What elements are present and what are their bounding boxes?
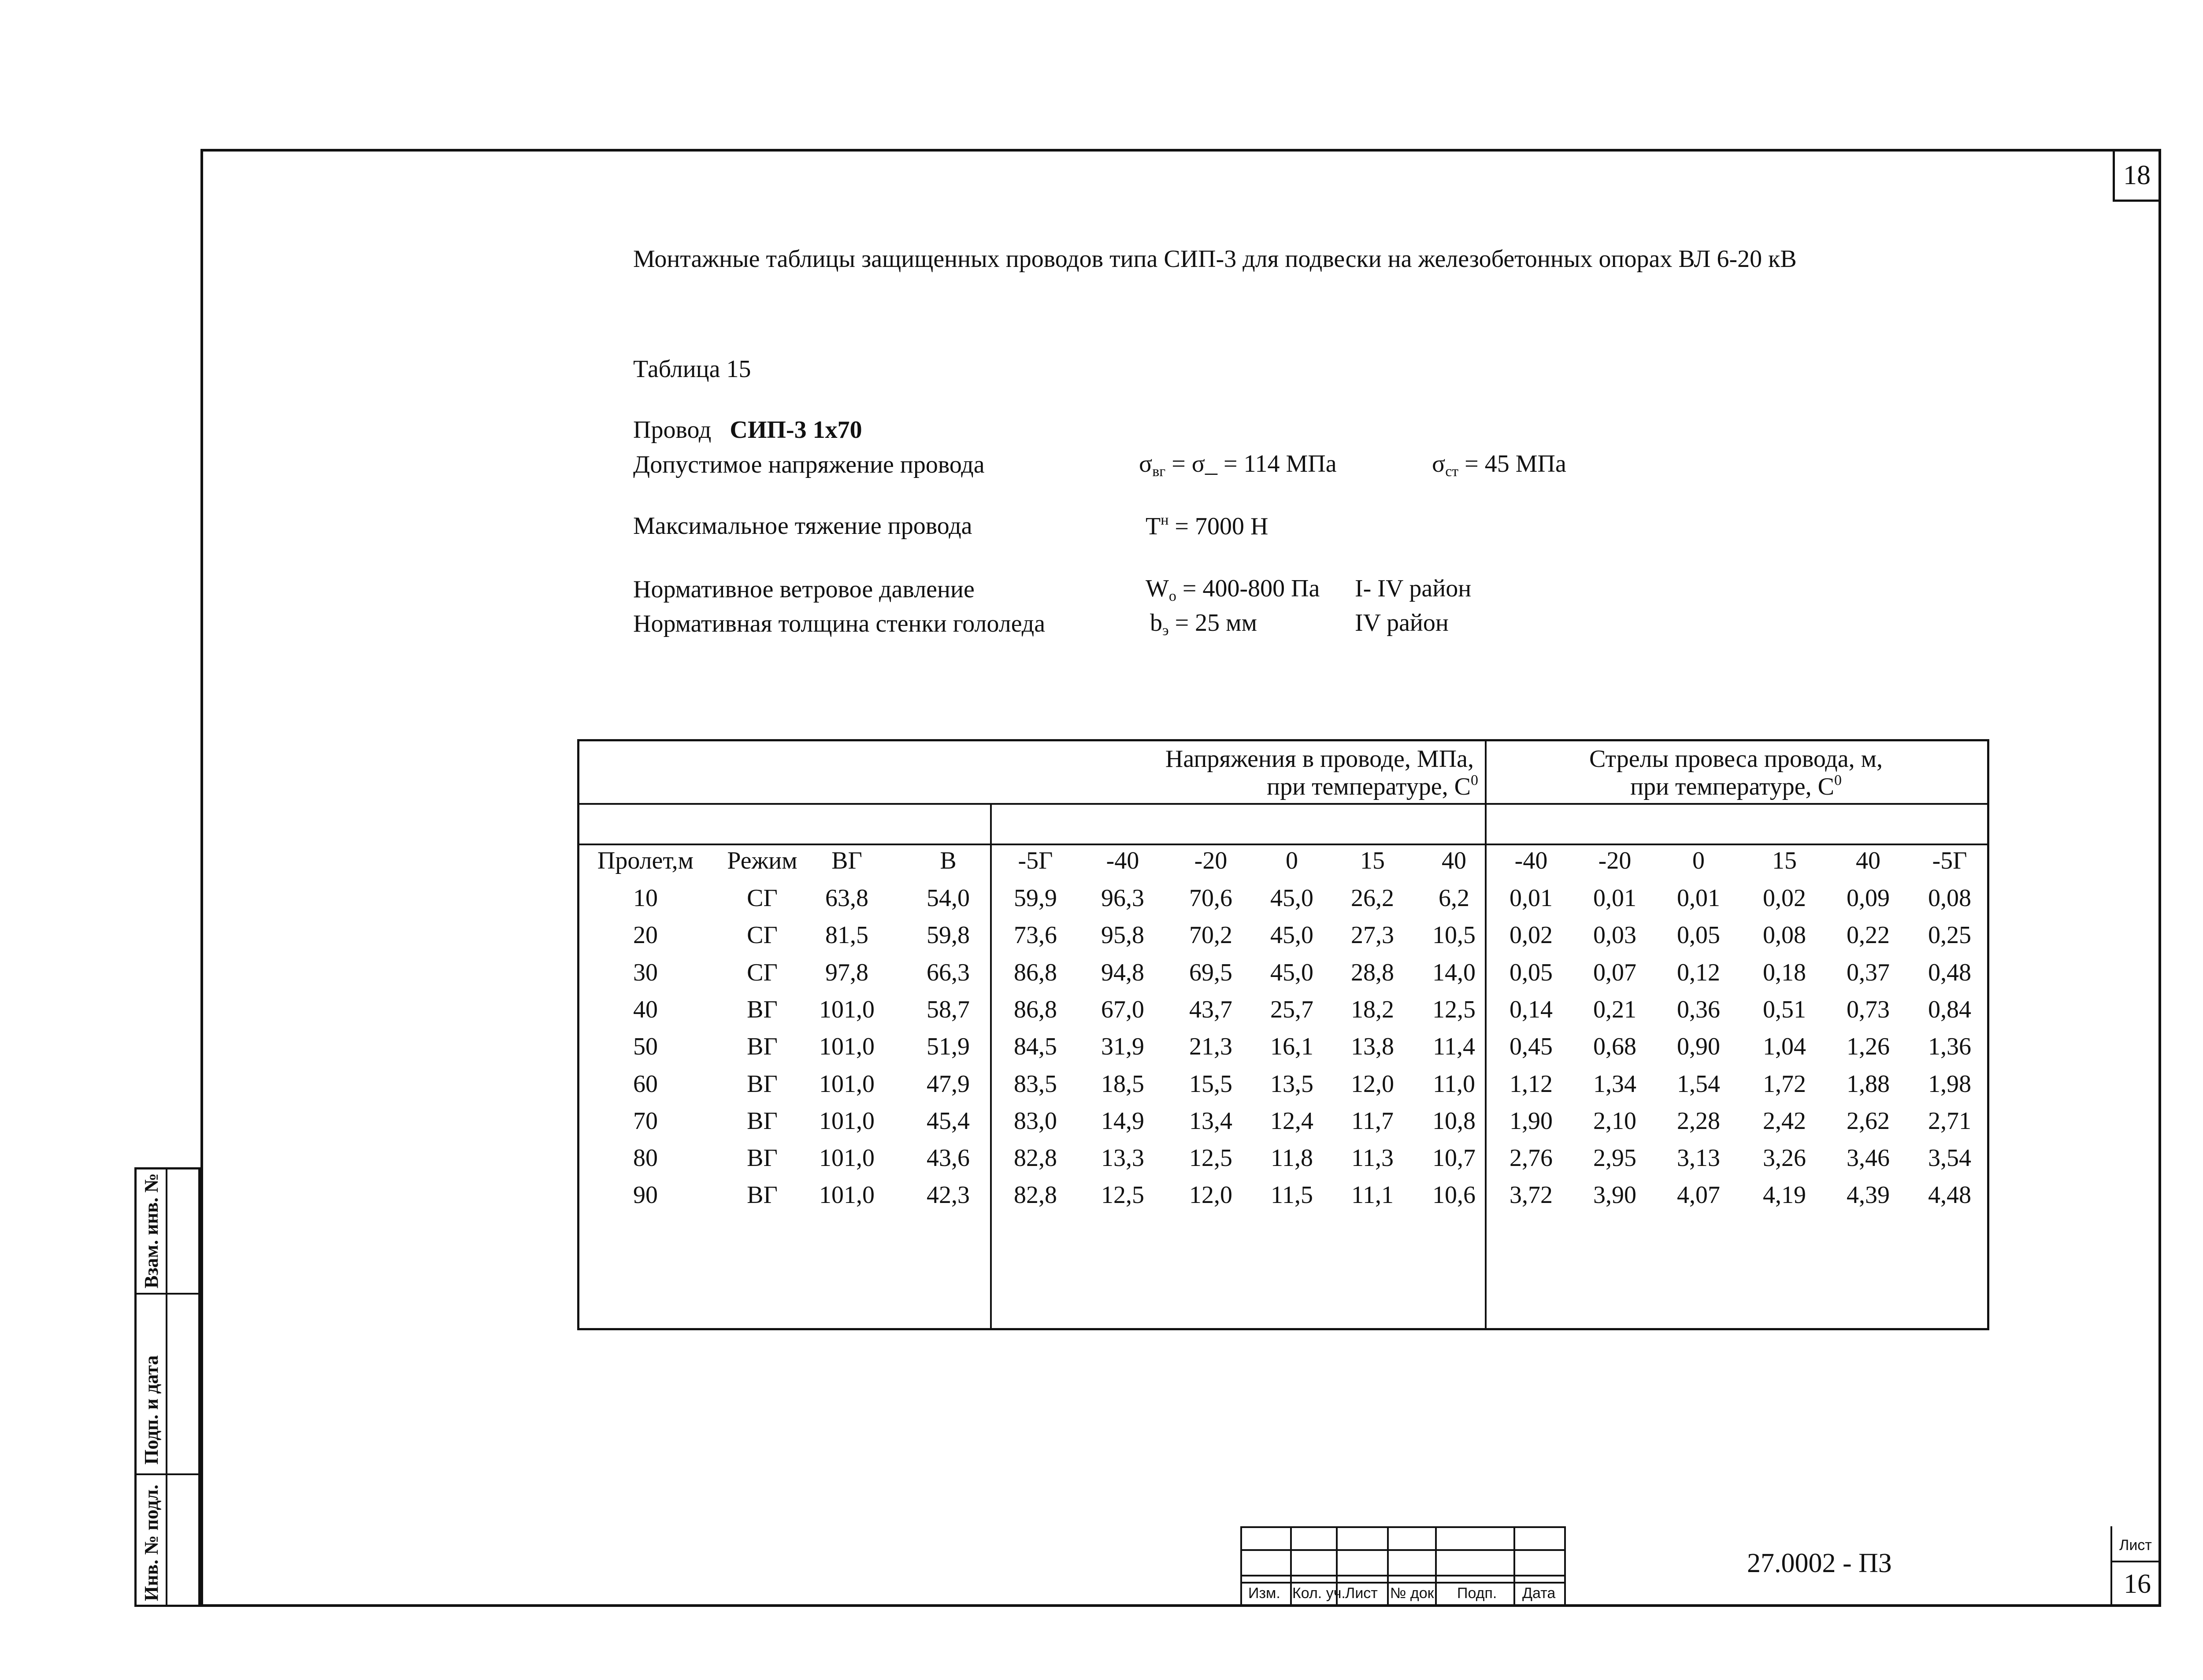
table-cell: 2,76 bbox=[1509, 1144, 1553, 1172]
table-cell: 11,5 bbox=[1271, 1181, 1313, 1209]
table-cell: 51,9 bbox=[927, 1033, 970, 1060]
table-cell: СГ bbox=[747, 884, 778, 912]
table-cell: 2,62 bbox=[1847, 1107, 1890, 1135]
table-cell: 81,5 bbox=[825, 921, 868, 949]
column-header: 15 bbox=[1772, 847, 1797, 874]
table-cell: 2,10 bbox=[1593, 1107, 1636, 1135]
table-cell: 30 bbox=[633, 959, 658, 986]
stamp-divider-2 bbox=[137, 1473, 198, 1475]
sigma-vg-sub: вг bbox=[1152, 463, 1166, 480]
table-cell: 10,7 bbox=[1432, 1144, 1476, 1172]
column-header: -20 bbox=[1598, 847, 1632, 874]
column-header: -5Г bbox=[1018, 847, 1053, 874]
column-header: -5Г bbox=[1932, 847, 1967, 874]
table-cell: 0,08 bbox=[1763, 921, 1806, 949]
table-cell: 11,4 bbox=[1433, 1033, 1475, 1060]
table-cell: 0,05 bbox=[1509, 959, 1553, 986]
table-cell: 86,8 bbox=[1014, 996, 1057, 1023]
table-cell: СГ bbox=[747, 959, 778, 986]
table-cell: 12,0 bbox=[1351, 1070, 1394, 1098]
group-stress-line2-text: при температуре, С bbox=[1267, 773, 1471, 800]
tb-sheet-divider bbox=[2110, 1561, 2161, 1562]
table-cell: 12,5 bbox=[1101, 1181, 1144, 1209]
stamp-divider-1 bbox=[137, 1293, 198, 1295]
table-cell: 0,18 bbox=[1763, 959, 1806, 986]
table-cell: 11,8 bbox=[1271, 1144, 1313, 1172]
divider-stress-start bbox=[990, 803, 992, 1330]
table-cell: 13,8 bbox=[1351, 1033, 1394, 1060]
wind-sub: o bbox=[1168, 588, 1176, 604]
wind-value bbox=[1146, 576, 1320, 604]
table-cell: 0,09 bbox=[1847, 884, 1890, 912]
table-cell: 83,0 bbox=[1014, 1107, 1057, 1135]
table-cell: 82,8 bbox=[1014, 1144, 1057, 1172]
tb-line-2 bbox=[1240, 1549, 1564, 1551]
column-header: В bbox=[940, 847, 957, 874]
max-tension-rest: = 7000 Н bbox=[1168, 513, 1268, 540]
table-cell: 0,45 bbox=[1509, 1033, 1553, 1060]
table-cell: 1,26 bbox=[1847, 1033, 1890, 1060]
table-cell: 6,2 bbox=[1439, 884, 1469, 912]
group-sag-line2-text: при температуре, С bbox=[1630, 773, 1834, 800]
table-cell: 27,3 bbox=[1351, 921, 1394, 949]
table-cell: 0,84 bbox=[1928, 996, 1971, 1023]
table-cell: 0,12 bbox=[1677, 959, 1720, 986]
page-number-top: 18 bbox=[2113, 149, 2161, 202]
tb-col-7 bbox=[2110, 1526, 2112, 1607]
table-cell: 0,14 bbox=[1509, 996, 1553, 1023]
table-cell: 16,1 bbox=[1270, 1033, 1313, 1060]
table-cell: 18,5 bbox=[1101, 1070, 1144, 1098]
table-cell: 0,01 bbox=[1593, 884, 1636, 912]
table-cell: 1,88 bbox=[1847, 1070, 1890, 1098]
table-cell: 11,0 bbox=[1433, 1070, 1475, 1098]
group-sag-sup: 0 bbox=[1834, 772, 1842, 788]
table-cell: 0,48 bbox=[1928, 959, 1971, 986]
table-cell: 67,0 bbox=[1101, 996, 1144, 1023]
table-cell: ВГ bbox=[747, 1107, 778, 1135]
table-cell: ВГ bbox=[747, 1033, 778, 1060]
group-stress-sup: 0 bbox=[1471, 772, 1478, 788]
table-cell: 0,01 bbox=[1677, 884, 1720, 912]
column-header-divider bbox=[579, 844, 1987, 845]
table-cell: 10,6 bbox=[1432, 1181, 1476, 1209]
tb-col-izm: Изм. bbox=[1248, 1585, 1280, 1602]
table-cell: 0,36 bbox=[1677, 996, 1720, 1023]
column-header: -20 bbox=[1194, 847, 1228, 874]
column-header: 0 bbox=[1692, 847, 1705, 874]
table-cell: 1,72 bbox=[1763, 1070, 1806, 1098]
column-header: 15 bbox=[1360, 847, 1385, 874]
table-cell: 20 bbox=[633, 921, 658, 949]
table-cell: 11,7 bbox=[1351, 1107, 1394, 1135]
table-cell: 63,8 bbox=[825, 884, 868, 912]
tb-col-sign: Подп. bbox=[1457, 1585, 1497, 1602]
table-cell: 1,12 bbox=[1509, 1070, 1553, 1098]
sigma-vg-value: = σ_ = 114 МПа bbox=[1172, 450, 1337, 477]
table-cell: 80 bbox=[633, 1144, 658, 1172]
table-cell: 60 bbox=[633, 1070, 658, 1098]
table-cell: 101,0 bbox=[819, 1033, 875, 1060]
table-cell: 18,2 bbox=[1351, 996, 1394, 1023]
table-cell: 0,03 bbox=[1593, 921, 1636, 949]
allowable-stress-label: Допустимое напряжение провода bbox=[633, 451, 985, 478]
table-cell: 70 bbox=[633, 1107, 658, 1135]
table-label: Таблица 15 bbox=[633, 355, 751, 383]
table-cell: 101,0 bbox=[819, 1144, 875, 1172]
document-heading: Монтажные таблицы защищенных проводов типа СИП-3 для подвески на железобетонных опорах ВЛ 6-20 кВ bbox=[633, 245, 1797, 273]
group-sag-line2 bbox=[1485, 773, 1987, 799]
table-cell: 4,39 bbox=[1847, 1181, 1890, 1209]
column-header: 40 bbox=[1442, 847, 1466, 874]
table-cell: 13,3 bbox=[1101, 1144, 1144, 1172]
column-header: ВГ bbox=[831, 847, 862, 874]
tb-col-date: Дата bbox=[1522, 1585, 1556, 1602]
table-cell: 95,8 bbox=[1101, 921, 1144, 949]
wind-rest: = 400-800 Па bbox=[1176, 575, 1320, 602]
table-cell: 0,02 bbox=[1509, 921, 1553, 949]
table-cell: 1,04 bbox=[1763, 1033, 1806, 1060]
allowable-stress-value: $\sigma_{вг}$ = σ_ = 114 МПа bbox=[1139, 450, 1337, 480]
table-cell: ВГ bbox=[747, 1144, 778, 1172]
stamp-replace-inv: Взам. инв. № bbox=[141, 1173, 162, 1288]
table-cell: 12,5 bbox=[1189, 1144, 1232, 1172]
table-cell: 0,01 bbox=[1509, 884, 1553, 912]
table-cell: 69,5 bbox=[1189, 959, 1232, 986]
table-cell: 66,3 bbox=[927, 959, 970, 986]
table-cell: 12,4 bbox=[1270, 1107, 1313, 1135]
column-header: -40 bbox=[1514, 847, 1548, 874]
tb-col-0 bbox=[1240, 1526, 1242, 1607]
table-cell: 94,8 bbox=[1101, 959, 1144, 986]
table-cell: 84,5 bbox=[1014, 1033, 1057, 1060]
tb-line-3 bbox=[1240, 1575, 1564, 1576]
table-cell: 96,3 bbox=[1101, 884, 1144, 912]
wire-value: СИП-3 1х70 bbox=[730, 416, 862, 444]
table-cell: 2,42 bbox=[1763, 1107, 1806, 1135]
table-cell: 101,0 bbox=[819, 1070, 875, 1098]
table-cell: ВГ bbox=[747, 1070, 778, 1098]
table-cell: 82,8 bbox=[1014, 1181, 1057, 1209]
wire-line bbox=[633, 418, 862, 442]
ice-symbol: b bbox=[1150, 609, 1162, 636]
table-cell: 3,13 bbox=[1677, 1144, 1720, 1172]
table-cell: 0,37 bbox=[1847, 959, 1890, 986]
tb-col-6 bbox=[1564, 1526, 1566, 1607]
wind-label: Нормативное ветровое давление bbox=[633, 576, 975, 603]
table-cell: 45,0 bbox=[1270, 884, 1313, 912]
table-cell: 14,0 bbox=[1432, 959, 1476, 986]
table-cell: 0,25 bbox=[1928, 921, 1971, 949]
wire-label: Провод bbox=[633, 416, 712, 444]
group-sag-line1: Стрелы провеса провода, м, bbox=[1589, 745, 1883, 773]
table-cell: 13,5 bbox=[1270, 1070, 1313, 1098]
table-cell: 97,8 bbox=[825, 959, 868, 986]
tb-col-kol: Кол. уч. bbox=[1292, 1585, 1346, 1602]
table-cell: 40 bbox=[633, 996, 658, 1023]
table-cell: 70,6 bbox=[1189, 884, 1232, 912]
table-cell: СГ bbox=[747, 921, 778, 949]
table-cell: 45,0 bbox=[1270, 921, 1313, 949]
table-cell: 58,7 bbox=[927, 996, 970, 1023]
table-cell: 1,34 bbox=[1593, 1070, 1636, 1098]
table-cell: 0,08 bbox=[1928, 884, 1971, 912]
table-cell: 1,36 bbox=[1928, 1033, 1971, 1060]
tb-top-line bbox=[1240, 1526, 1564, 1528]
table-cell: 2,71 bbox=[1928, 1107, 1971, 1135]
table-cell: 42,3 bbox=[927, 1181, 970, 1209]
margin-stamp bbox=[134, 1167, 200, 1607]
column-header: Режим bbox=[727, 847, 797, 874]
table-cell: 4,07 bbox=[1677, 1181, 1720, 1209]
table-cell: 15,5 bbox=[1189, 1070, 1232, 1098]
tb-col-5 bbox=[1513, 1526, 1515, 1607]
table-cell: 31,9 bbox=[1101, 1033, 1144, 1060]
table-cell: 21,3 bbox=[1189, 1033, 1232, 1060]
table-cell: 25,7 bbox=[1270, 996, 1313, 1023]
tb-col-doc: № док. bbox=[1390, 1585, 1438, 1602]
group-stress-line2 bbox=[1267, 773, 1478, 799]
table-cell: 0,73 bbox=[1847, 996, 1890, 1023]
table-cell: ВГ bbox=[747, 996, 778, 1023]
ice-label: Нормативная толщина стенки гололеда bbox=[633, 610, 1046, 637]
table-cell: 0,51 bbox=[1763, 996, 1806, 1023]
table-cell: 59,8 bbox=[927, 921, 970, 949]
tb-col-3 bbox=[1387, 1526, 1389, 1607]
tb-line-4 bbox=[1240, 1582, 1564, 1584]
table-cell: 101,0 bbox=[819, 1181, 875, 1209]
max-tension-value bbox=[1146, 513, 1268, 539]
table-cell: 3,54 bbox=[1928, 1144, 1971, 1172]
table-cell: 4,48 bbox=[1928, 1181, 1971, 1209]
column-header: -40 bbox=[1106, 847, 1139, 874]
table-cell: 90 bbox=[633, 1181, 658, 1209]
table-cell: 10,8 bbox=[1432, 1107, 1476, 1135]
max-tension-sup: н bbox=[1161, 512, 1169, 528]
table-cell: 0,90 bbox=[1677, 1033, 1720, 1060]
ice-rest: = 25 мм bbox=[1168, 609, 1257, 636]
table-cell: 1,90 bbox=[1509, 1107, 1553, 1135]
table-cell: 4,19 bbox=[1763, 1181, 1806, 1209]
table-cell: 59,9 bbox=[1014, 884, 1057, 912]
table-cell: 28,8 bbox=[1351, 959, 1394, 986]
column-header: 40 bbox=[1856, 847, 1880, 874]
table-cell: 0,02 bbox=[1763, 884, 1806, 912]
table-cell: 0,68 bbox=[1593, 1033, 1636, 1060]
table-cell: 13,4 bbox=[1189, 1107, 1232, 1135]
wind-region: I- IV район bbox=[1355, 575, 1472, 602]
table-cell: 47,9 bbox=[927, 1070, 970, 1098]
max-tension-symbol: Т bbox=[1146, 513, 1161, 540]
table-cell: 11,3 bbox=[1351, 1144, 1394, 1172]
table-cell: 70,2 bbox=[1189, 921, 1232, 949]
table-cell: 0,07 bbox=[1593, 959, 1636, 986]
column-header: 0 bbox=[1286, 847, 1298, 874]
group-header-divider bbox=[579, 803, 1987, 805]
table-cell: 43,6 bbox=[927, 1144, 970, 1172]
table-cell: 1,54 bbox=[1677, 1070, 1720, 1098]
table-cell: 3,90 bbox=[1593, 1181, 1636, 1209]
table-cell: 2,95 bbox=[1593, 1144, 1636, 1172]
table-cell: ВГ bbox=[747, 1181, 778, 1209]
mounting-table bbox=[577, 739, 1989, 1330]
table-cell: 45,0 bbox=[1270, 959, 1313, 986]
table-cell: 26,2 bbox=[1351, 884, 1394, 912]
tb-col-list: Лист bbox=[1345, 1585, 1378, 1602]
table-cell: 86,8 bbox=[1014, 959, 1057, 986]
table-cell: 2,28 bbox=[1677, 1107, 1720, 1135]
table-cell: 12,0 bbox=[1189, 1181, 1232, 1209]
table-cell: 54,0 bbox=[927, 884, 970, 912]
table-cell: 50 bbox=[633, 1033, 658, 1060]
tb-sheet-number: 16 bbox=[2124, 1569, 2151, 1599]
ice-value bbox=[1150, 611, 1257, 638]
table-cell: 0,21 bbox=[1593, 996, 1636, 1023]
tb-sheet-label: Лист bbox=[2119, 1537, 2152, 1554]
sigma-st-sub: ст bbox=[1445, 463, 1459, 480]
table-cell: 11,1 bbox=[1351, 1181, 1394, 1209]
table-cell: 14,9 bbox=[1101, 1107, 1144, 1135]
table-cell: 10,5 bbox=[1432, 921, 1476, 949]
table-cell: 83,5 bbox=[1014, 1070, 1057, 1098]
table-cell: 45,4 bbox=[927, 1107, 970, 1135]
table-cell: 0,22 bbox=[1847, 921, 1890, 949]
column-header: Пролет,м bbox=[597, 847, 694, 874]
stamp-sign-date: Подп. и дата bbox=[141, 1355, 162, 1465]
table-cell: 3,46 bbox=[1847, 1144, 1890, 1172]
sigma-st-text: = 45 МПа bbox=[1465, 450, 1566, 477]
table-cell: 3,26 bbox=[1763, 1144, 1806, 1172]
table-cell: 0,05 bbox=[1677, 921, 1720, 949]
table-cell: 101,0 bbox=[819, 1107, 875, 1135]
tb-doc-code: 27.0002 - ПЗ bbox=[1747, 1548, 1892, 1578]
table-cell: 3,72 bbox=[1509, 1181, 1553, 1209]
ice-region: IV район bbox=[1355, 609, 1449, 636]
max-tension-label: Максимальное тяжение провода bbox=[633, 512, 972, 540]
table-cell: 1,98 bbox=[1928, 1070, 1971, 1098]
title-block bbox=[1240, 1526, 2161, 1607]
group-stress-line1: Напряжения в проводе, МПа, bbox=[1165, 745, 1474, 773]
sigma-st-value: $\sigma_{ст} = 45$ МПа bbox=[1432, 450, 1566, 480]
table-cell: 10 bbox=[633, 884, 658, 912]
table-cell: 101,0 bbox=[819, 996, 875, 1023]
stamp-orig-inv: Инв. № подл. bbox=[141, 1484, 162, 1601]
wind-symbol: W bbox=[1146, 575, 1169, 602]
tb-col-1 bbox=[1290, 1526, 1292, 1607]
table-cell: 43,7 bbox=[1189, 996, 1232, 1023]
table-cell: 12,5 bbox=[1432, 996, 1476, 1023]
ice-sub: э bbox=[1162, 622, 1169, 639]
table-cell: 73,6 bbox=[1014, 921, 1057, 949]
